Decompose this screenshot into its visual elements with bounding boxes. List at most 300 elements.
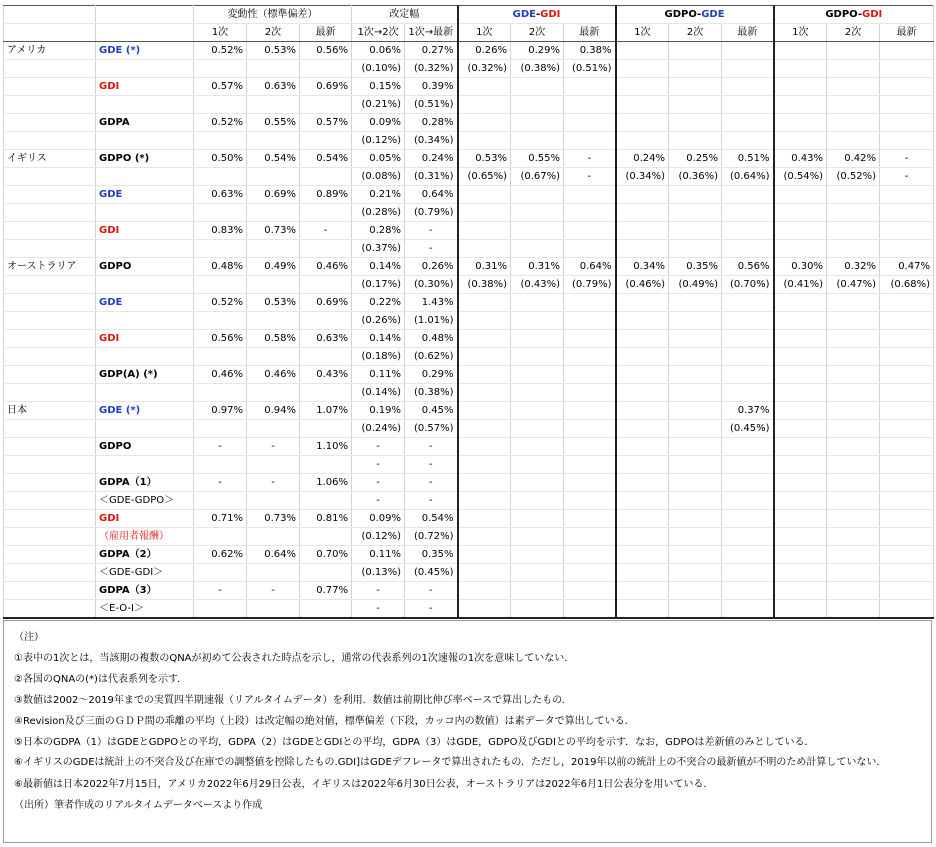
rev-1-latest-sd: (0.38%) bbox=[405, 384, 458, 402]
table-cell bbox=[96, 384, 194, 402]
table-cell bbox=[564, 294, 616, 312]
gap-value: (0.47%) bbox=[827, 276, 880, 294]
gap-value: 0.55% bbox=[511, 150, 564, 168]
table-cell bbox=[564, 546, 616, 564]
table-cell bbox=[880, 546, 934, 564]
rev-1-2-sd: (0.18%) bbox=[352, 348, 405, 366]
table-cell bbox=[458, 420, 511, 438]
table-row bbox=[4, 474, 934, 492]
notes-box bbox=[3, 620, 932, 843]
table-cell bbox=[458, 348, 511, 366]
table-cell bbox=[511, 582, 564, 600]
table-cell bbox=[774, 456, 827, 474]
table-cell bbox=[4, 348, 96, 366]
table-cell bbox=[722, 438, 774, 456]
table-cell bbox=[827, 384, 880, 402]
table-cell bbox=[774, 402, 827, 420]
rev-1-2-sd: (0.10%) bbox=[352, 60, 405, 78]
vol-second: 0.49% bbox=[247, 258, 300, 276]
table-cell bbox=[96, 456, 194, 474]
table-cell bbox=[669, 474, 722, 492]
sub-header: 2次 bbox=[827, 24, 880, 42]
table-row bbox=[4, 168, 934, 186]
table-cell bbox=[722, 312, 774, 330]
rev-1-latest: - bbox=[405, 582, 458, 600]
table-cell bbox=[458, 204, 511, 222]
gdpo-gde-header: GDPO-GDE bbox=[616, 6, 774, 24]
table-cell bbox=[722, 366, 774, 384]
table-cell bbox=[774, 204, 827, 222]
rev-1-2: 0.14% bbox=[352, 258, 405, 276]
rev-1-2: 0.11% bbox=[352, 546, 405, 564]
table-cell bbox=[4, 492, 96, 510]
table-cell bbox=[511, 402, 564, 420]
table-cell bbox=[827, 546, 880, 564]
table-cell bbox=[4, 384, 96, 402]
table-cell bbox=[247, 420, 300, 438]
table-cell bbox=[458, 312, 511, 330]
table-cell bbox=[458, 384, 511, 402]
table-cell bbox=[458, 546, 511, 564]
table-cell bbox=[300, 384, 352, 402]
rev-1-latest: - bbox=[405, 222, 458, 240]
vol-first: 0.46% bbox=[194, 366, 247, 384]
table-row bbox=[4, 582, 934, 600]
table-cell bbox=[669, 330, 722, 348]
table-cell bbox=[96, 276, 194, 294]
vol-second: 0.55% bbox=[247, 114, 300, 132]
sub-header: 1次→最新 bbox=[405, 24, 458, 42]
table-row bbox=[4, 330, 934, 348]
gap-value: (0.65%) bbox=[458, 168, 511, 186]
volatility-header: 変動性（標準偏差） bbox=[194, 6, 352, 24]
vol-first: - bbox=[194, 582, 247, 600]
table-cell bbox=[96, 348, 194, 366]
table-cell bbox=[880, 402, 934, 420]
rev-1-latest: 0.48% bbox=[405, 330, 458, 348]
table-cell bbox=[669, 420, 722, 438]
table-cell bbox=[827, 222, 880, 240]
table-cell bbox=[458, 114, 511, 132]
table-row bbox=[4, 564, 934, 582]
table-cell bbox=[564, 348, 616, 366]
table-cell bbox=[616, 330, 669, 348]
table-cell bbox=[300, 60, 352, 78]
table-cell bbox=[880, 186, 934, 204]
table-cell bbox=[300, 528, 352, 546]
table-cell bbox=[880, 78, 934, 96]
table-cell bbox=[669, 582, 722, 600]
table-cell bbox=[616, 564, 669, 582]
vol-second: 0.53% bbox=[247, 42, 300, 60]
vol-latest: 0.63% bbox=[300, 330, 352, 348]
series-label: GDI bbox=[96, 222, 194, 240]
table-cell bbox=[300, 564, 352, 582]
table-cell bbox=[564, 204, 616, 222]
vol-first: 0.97% bbox=[194, 402, 247, 420]
vol-first: 0.52% bbox=[194, 294, 247, 312]
vol-latest: 1.10% bbox=[300, 438, 352, 456]
table-cell bbox=[247, 492, 300, 510]
sub-header: 1次 bbox=[616, 24, 669, 42]
table-cell bbox=[669, 384, 722, 402]
series-label: GDI bbox=[96, 510, 194, 528]
table-cell bbox=[96, 60, 194, 78]
table-cell bbox=[300, 96, 352, 114]
table-cell bbox=[300, 348, 352, 366]
rev-1-latest: 0.29% bbox=[405, 366, 458, 384]
series-label: GDE bbox=[96, 186, 194, 204]
table-cell bbox=[774, 366, 827, 384]
table-row bbox=[4, 492, 934, 510]
series-sublabel: ＜GDE-GDPO＞ bbox=[96, 492, 194, 510]
table-cell bbox=[616, 42, 669, 60]
table-cell bbox=[4, 528, 96, 546]
gap-value: 0.32% bbox=[827, 258, 880, 276]
table-row bbox=[4, 132, 934, 150]
gap-value: 0.29% bbox=[511, 42, 564, 60]
table-cell bbox=[722, 546, 774, 564]
vol-latest: 0.81% bbox=[300, 510, 352, 528]
table-row bbox=[4, 186, 934, 204]
rev-1-2: - bbox=[352, 474, 405, 492]
table-cell bbox=[511, 528, 564, 546]
table-cell bbox=[300, 492, 352, 510]
table-cell bbox=[96, 204, 194, 222]
table-cell bbox=[511, 330, 564, 348]
table-cell bbox=[880, 96, 934, 114]
gap-value: (0.41%) bbox=[774, 276, 827, 294]
table-cell bbox=[827, 348, 880, 366]
vol-latest: 0.46% bbox=[300, 258, 352, 276]
table-cell bbox=[247, 240, 300, 258]
table-cell bbox=[669, 600, 722, 619]
gap-value: (0.38%) bbox=[458, 276, 511, 294]
country-label: 日本 bbox=[4, 402, 96, 420]
table-cell bbox=[194, 528, 247, 546]
rev-1-latest-sd: (1.01%) bbox=[405, 312, 458, 330]
table-cell bbox=[616, 312, 669, 330]
table-cell bbox=[774, 384, 827, 402]
vol-first: 0.62% bbox=[194, 546, 247, 564]
gap-value: - bbox=[564, 168, 616, 186]
table-cell bbox=[511, 420, 564, 438]
rev-1-latest-sd: (0.62%) bbox=[405, 348, 458, 366]
table-cell bbox=[722, 42, 774, 60]
rev-1-latest: 0.27% bbox=[405, 42, 458, 60]
table-cell bbox=[880, 114, 934, 132]
table-cell bbox=[247, 168, 300, 186]
vol-second: 0.53% bbox=[247, 294, 300, 312]
rev-1-2-sd: (0.28%) bbox=[352, 204, 405, 222]
table-cell bbox=[827, 240, 880, 258]
table-cell bbox=[458, 582, 511, 600]
table-cell bbox=[722, 564, 774, 582]
table-cell bbox=[564, 438, 616, 456]
table-cell bbox=[458, 96, 511, 114]
table-cell bbox=[616, 240, 669, 258]
rev-1-latest-sd: - bbox=[405, 492, 458, 510]
table-cell bbox=[880, 456, 934, 474]
vol-latest: 0.43% bbox=[300, 366, 352, 384]
table-cell bbox=[722, 96, 774, 114]
table-row bbox=[4, 438, 934, 456]
country-label: オーストラリア bbox=[4, 258, 96, 276]
table-cell bbox=[300, 456, 352, 474]
note-2: ②各国のQNAの(*)は代表系列を示す． bbox=[14, 674, 188, 685]
gap-value: 0.56% bbox=[722, 258, 774, 276]
rev-1-latest-sd: (0.51%) bbox=[405, 96, 458, 114]
sub-header: 1次→2次 bbox=[352, 24, 405, 42]
note-1: ①表中の1次とは，当該期の複数のQNAが初めて公表された時点を示し，通常の代表系列の1次速報の1次を意味していない． bbox=[14, 653, 575, 664]
table-row bbox=[4, 42, 934, 60]
table-cell bbox=[880, 204, 934, 222]
table-cell bbox=[511, 474, 564, 492]
country-label: アメリカ bbox=[4, 42, 96, 60]
rev-1-latest: 0.54% bbox=[405, 510, 458, 528]
table-cell bbox=[616, 114, 669, 132]
table-cell bbox=[564, 510, 616, 528]
table-cell bbox=[564, 78, 616, 96]
gap-value: 0.25% bbox=[669, 150, 722, 168]
table-cell bbox=[194, 96, 247, 114]
table-cell bbox=[4, 294, 96, 312]
table-cell bbox=[4, 366, 96, 384]
vol-first: 0.63% bbox=[194, 186, 247, 204]
rev-1-2: 0.11% bbox=[352, 366, 405, 384]
table-cell bbox=[511, 456, 564, 474]
table-cell bbox=[458, 132, 511, 150]
rev-1-latest: 0.64% bbox=[405, 186, 458, 204]
gap-value: (0.49%) bbox=[669, 276, 722, 294]
table-cell bbox=[458, 222, 511, 240]
table-cell bbox=[722, 60, 774, 78]
table-cell bbox=[669, 510, 722, 528]
table-cell bbox=[4, 186, 96, 204]
table-cell bbox=[300, 312, 352, 330]
gap-value: (0.54%) bbox=[774, 168, 827, 186]
series-label: GDPA bbox=[96, 114, 194, 132]
table-cell bbox=[827, 312, 880, 330]
table-cell bbox=[616, 600, 669, 619]
table-cell bbox=[669, 438, 722, 456]
table-cell bbox=[774, 60, 827, 78]
table-cell bbox=[880, 384, 934, 402]
table-cell bbox=[247, 600, 300, 619]
table-cell bbox=[722, 492, 774, 510]
rev-1-2-sd: - bbox=[352, 600, 405, 619]
table-cell bbox=[616, 528, 669, 546]
table-cell bbox=[511, 366, 564, 384]
table-row bbox=[4, 60, 934, 78]
table-cell bbox=[564, 186, 616, 204]
table-cell bbox=[880, 582, 934, 600]
gap-value: 0.43% bbox=[774, 150, 827, 168]
rev-1-latest-sd: - bbox=[405, 600, 458, 619]
rev-1-latest: 0.45% bbox=[405, 402, 458, 420]
table-cell bbox=[4, 240, 96, 258]
rev-1-2: 0.06% bbox=[352, 42, 405, 60]
table-cell bbox=[774, 438, 827, 456]
vol-second: 0.69% bbox=[247, 186, 300, 204]
table-cell bbox=[616, 456, 669, 474]
table-row bbox=[4, 312, 934, 330]
rev-1-2-sd: - bbox=[352, 492, 405, 510]
table-cell bbox=[564, 96, 616, 114]
sub-header: 1次 bbox=[774, 24, 827, 42]
table-cell bbox=[827, 600, 880, 619]
table-cell bbox=[774, 348, 827, 366]
table-row bbox=[4, 402, 934, 420]
rev-1-latest-sd: (0.32%) bbox=[405, 60, 458, 78]
series-label: GDE (*) bbox=[96, 42, 194, 60]
table-row bbox=[4, 276, 934, 294]
sub-header: 最新 bbox=[880, 24, 934, 42]
table-row bbox=[4, 222, 934, 240]
table-cell bbox=[827, 330, 880, 348]
table-cell bbox=[247, 384, 300, 402]
table-cell bbox=[827, 186, 880, 204]
table-cell bbox=[669, 204, 722, 222]
table-cell bbox=[880, 294, 934, 312]
table-cell bbox=[194, 240, 247, 258]
table-cell bbox=[511, 204, 564, 222]
table-cell bbox=[458, 492, 511, 510]
vol-first: 0.52% bbox=[194, 114, 247, 132]
table-cell bbox=[827, 60, 880, 78]
table-cell bbox=[827, 294, 880, 312]
table-cell bbox=[4, 474, 96, 492]
table-cell bbox=[827, 366, 880, 384]
table-cell bbox=[669, 78, 722, 96]
gap-value: (0.68%) bbox=[880, 276, 934, 294]
gap-value: 0.37% bbox=[722, 402, 774, 420]
source-note: （出所）筆者作成のリアルタイムデータベースより作成 bbox=[14, 800, 263, 811]
table-cell bbox=[880, 564, 934, 582]
table-cell bbox=[722, 528, 774, 546]
table-cell bbox=[511, 510, 564, 528]
table-cell bbox=[4, 60, 96, 78]
table-cell bbox=[564, 132, 616, 150]
table-cell bbox=[880, 330, 934, 348]
table-cell bbox=[880, 510, 934, 528]
rev-1-2-sd: - bbox=[352, 456, 405, 474]
table-cell bbox=[194, 348, 247, 366]
note-3: ③数値は2002～2019年までの実質四半期速報（リアルタイムデータ）を利用．数値は前期比伸び率ベースで算出したもの． bbox=[14, 695, 572, 706]
table-cell bbox=[616, 384, 669, 402]
table-cell bbox=[774, 528, 827, 546]
table-cell bbox=[880, 438, 934, 456]
table-cell bbox=[194, 312, 247, 330]
table-cell bbox=[194, 384, 247, 402]
table-cell bbox=[722, 204, 774, 222]
rev-1-latest-sd: (0.45%) bbox=[405, 564, 458, 582]
gde-gdi-header: GDE-GDI bbox=[458, 6, 616, 24]
table-cell bbox=[300, 600, 352, 619]
gap-value: (0.46%) bbox=[616, 276, 669, 294]
table-cell bbox=[511, 564, 564, 582]
table-row bbox=[4, 78, 934, 96]
rev-1-latest-sd: - bbox=[405, 240, 458, 258]
table-cell bbox=[300, 420, 352, 438]
vol-latest: 0.89% bbox=[300, 186, 352, 204]
table-cell bbox=[774, 186, 827, 204]
table-cell bbox=[511, 222, 564, 240]
gap-value: (0.64%) bbox=[722, 168, 774, 186]
table-row bbox=[4, 150, 934, 168]
table-cell bbox=[616, 222, 669, 240]
rev-1-latest-sd: (0.34%) bbox=[405, 132, 458, 150]
table-row bbox=[4, 96, 934, 114]
table-cell bbox=[4, 222, 96, 240]
table-cell bbox=[564, 366, 616, 384]
table-cell bbox=[669, 294, 722, 312]
vol-latest: 0.56% bbox=[300, 42, 352, 60]
table-cell bbox=[616, 96, 669, 114]
table-cell bbox=[669, 528, 722, 546]
table-cell bbox=[564, 528, 616, 546]
series-sublabel: ＜GDE-GDI＞ bbox=[96, 564, 194, 582]
header-row-2 bbox=[4, 24, 934, 42]
vol-first: 0.50% bbox=[194, 150, 247, 168]
table-cell bbox=[774, 492, 827, 510]
table-cell bbox=[669, 546, 722, 564]
gap-value: 0.35% bbox=[669, 258, 722, 276]
table-cell bbox=[96, 96, 194, 114]
corner-cell bbox=[4, 6, 96, 24]
table-cell bbox=[511, 294, 564, 312]
table-cell bbox=[880, 420, 934, 438]
series-label: GDPA（2） bbox=[96, 546, 194, 564]
series-label: GDPA（3） bbox=[96, 582, 194, 600]
table-cell bbox=[564, 474, 616, 492]
table-cell bbox=[827, 42, 880, 60]
table-cell bbox=[4, 420, 96, 438]
gap-value: 0.31% bbox=[458, 258, 511, 276]
table-cell bbox=[722, 78, 774, 96]
sub-header: 2次 bbox=[669, 24, 722, 42]
table-cell bbox=[4, 312, 96, 330]
table-cell bbox=[827, 96, 880, 114]
table-cell bbox=[616, 78, 669, 96]
sub-header: 最新 bbox=[564, 24, 616, 42]
vol-second: 0.54% bbox=[247, 150, 300, 168]
table-cell bbox=[616, 582, 669, 600]
vol-first: 0.56% bbox=[194, 330, 247, 348]
table-cell bbox=[880, 60, 934, 78]
sub-header: 最新 bbox=[722, 24, 774, 42]
rev-1-2: 0.19% bbox=[352, 402, 405, 420]
table-cell bbox=[827, 420, 880, 438]
table-cell bbox=[774, 474, 827, 492]
note-7: ⑥最新値は日本2022年7月15日，アメリカ2022年6月29日公表，イギリスは2022年6月30日公表，オーストラリアは2022年6月1日公表分を用いている． bbox=[14, 779, 714, 790]
vol-second: - bbox=[247, 474, 300, 492]
table-cell bbox=[4, 96, 96, 114]
rev-1-2-sd: (0.08%) bbox=[352, 168, 405, 186]
table-cell bbox=[669, 42, 722, 60]
rev-1-latest: - bbox=[405, 438, 458, 456]
table-cell bbox=[4, 546, 96, 564]
header-row-1 bbox=[4, 6, 934, 24]
vol-second: 0.58% bbox=[247, 330, 300, 348]
table-cell bbox=[774, 222, 827, 240]
table-cell bbox=[4, 276, 96, 294]
table-cell bbox=[616, 294, 669, 312]
vol-latest: 0.77% bbox=[300, 582, 352, 600]
gap-value: (0.51%) bbox=[564, 60, 616, 78]
table-cell bbox=[511, 546, 564, 564]
gdpo-gdi-header: GDPO-GDI bbox=[774, 6, 934, 24]
